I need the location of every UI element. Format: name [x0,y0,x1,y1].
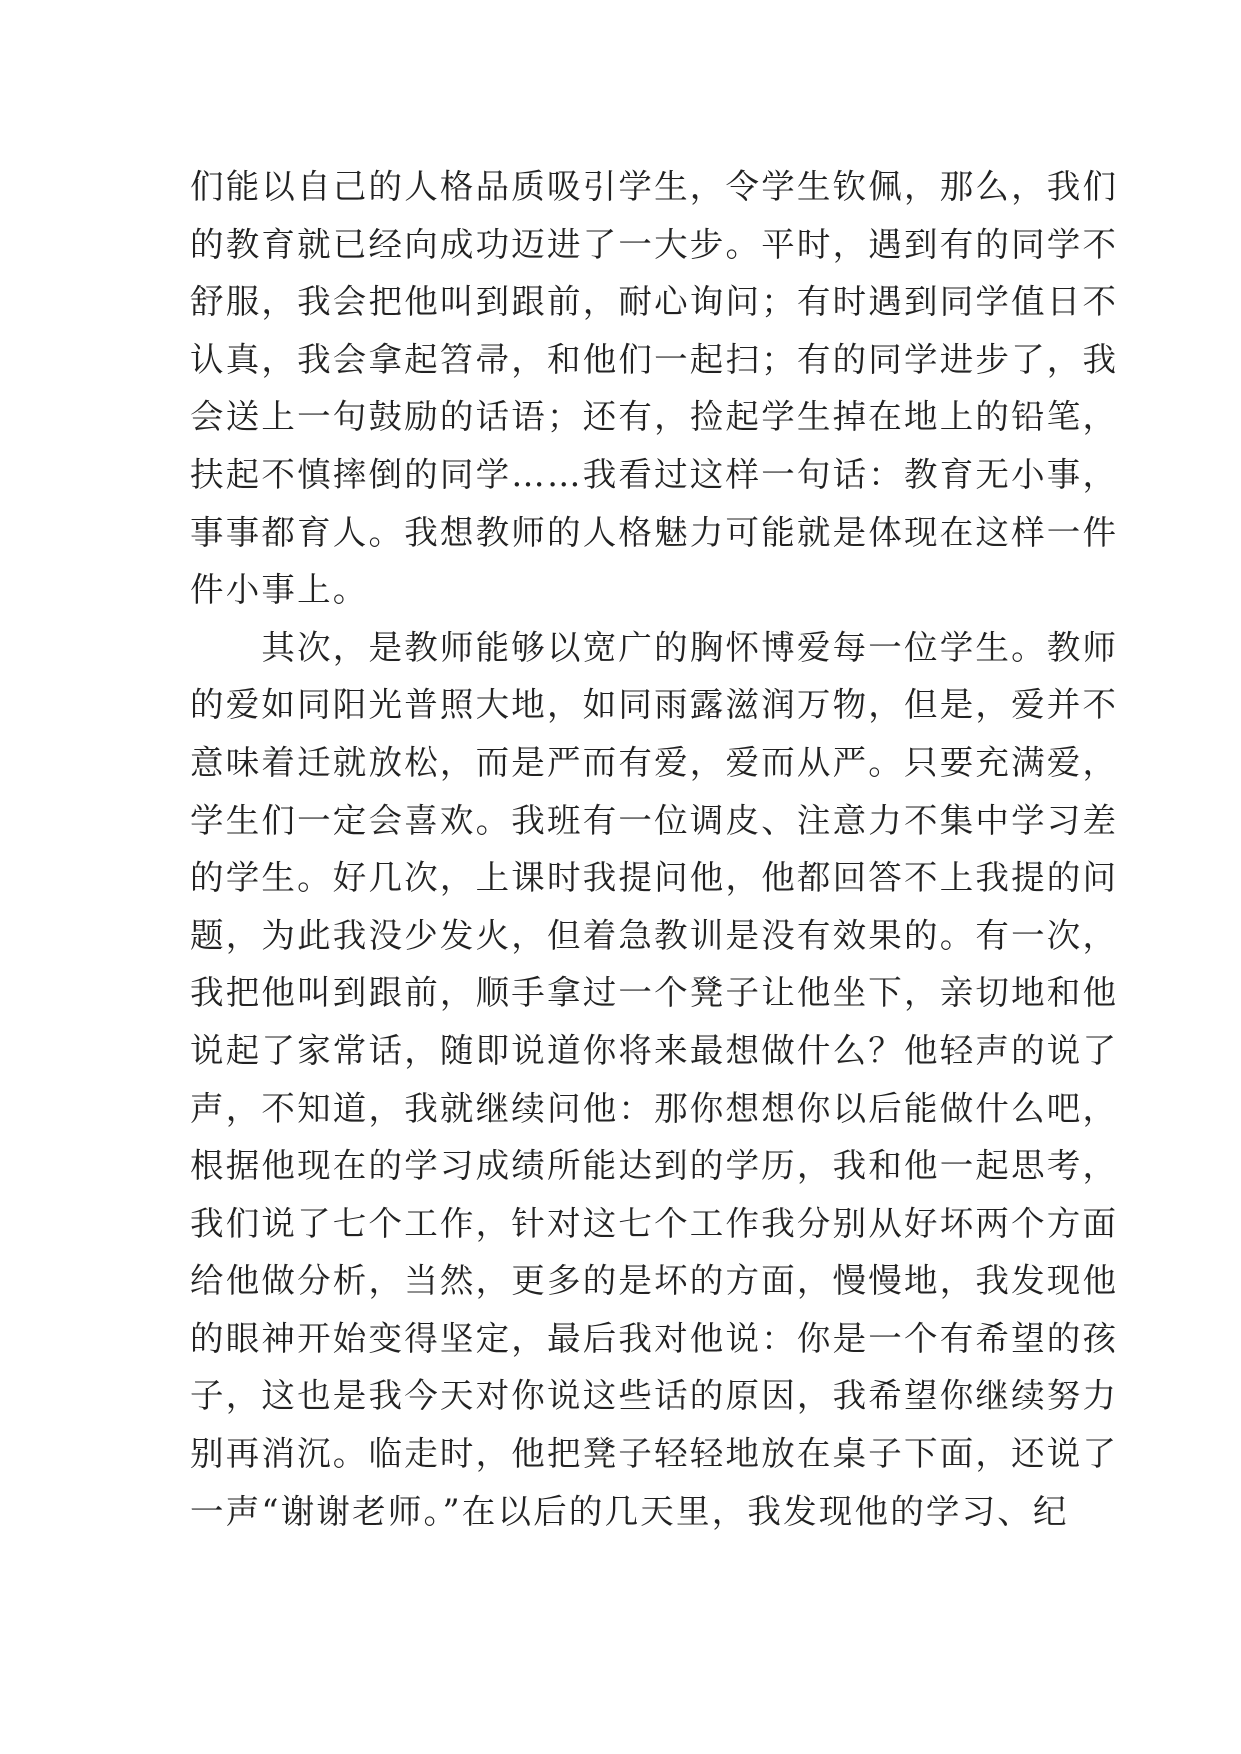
body-text [190,158,1119,1540]
text-line: 的眼神开始变得坚定，最后我对他说：你是一个有希望的孩 [190,1318,1119,1358]
text-line: 我把他叫到跟前，顺手拿过一个凳子让他坐下，亲切地和他 [190,973,1119,1013]
text-line: 的爱如同阳光普照大地，如同雨露滋润万物，但是，爱并不 [190,685,1119,725]
text-line: 会送上一句鼓励的话语；还有，捡起学生掉在地上的铅笔， [190,397,1119,437]
text-line: 子，这也是我今天对你说这些话的原因，我希望你继续努力 [190,1376,1119,1416]
text-line: 件小事上。 [190,570,369,610]
text-line: 扶起不慎摔倒的同学……我看过这样一句话：教育无小事， [190,454,1119,494]
text-line: 说起了家常话，随即说道你将来最想做什么？他轻声的说了 [190,1030,1119,1070]
text-line: 意味着迁就放松，而是严而有爱，爱而从严。只要充满爱， [190,742,1119,782]
text-line: 根据他现在的学习成绩所能达到的学历，我和他一起思考， [190,1146,1119,1186]
text-line: 舒服，我会把他叫到跟前，耐心询问；有时遇到同学值日不 [190,282,1119,322]
text-line: 声，不知道，我就继续问他：那你想想你以后能做什么吧， [190,1088,1119,1128]
text-line: 学生们一定会喜欢。我班有一位调皮、注意力不集中学习差 [190,800,1119,840]
text-line: 的学生。好几次，上课时我提问他，他都回答不上我提的问 [190,858,1119,898]
text-line: 一声“谢谢老师。”在以后的几天里，我发现他的学习、纪 [190,1491,1069,1531]
text-line: 事事都育人。我想教师的人格魅力可能就是体现在这样一件 [190,512,1119,552]
text-line: 我们说了七个工作，针对这七个工作我分别从好坏两个方面 [190,1203,1119,1243]
text-line: 给他做分析，当然，更多的是坏的方面，慢慢地，我发现他 [190,1261,1119,1301]
text-line: 别再消沉。临走时，他把凳子轻轻地放在桌子下面，还说了 [190,1434,1119,1474]
text-line: 们能以自己的人格品质吸引学生，令学生钦佩，那么，我们 [190,167,1119,206]
text-line: 认真，我会拿起笤帚，和他们一起扫；有的同学进步了，我 [190,339,1119,379]
text-line: 其次，是教师能够以宽广的胸怀博爱每一位学生。教师 [190,627,1119,667]
text-line: 的教育就已经向成功迈进了一大步。平时，遇到有的同学不 [190,224,1119,264]
text-line: 题，为此我没少发火，但着急教训是没有效果的。有一次， [190,915,1119,955]
